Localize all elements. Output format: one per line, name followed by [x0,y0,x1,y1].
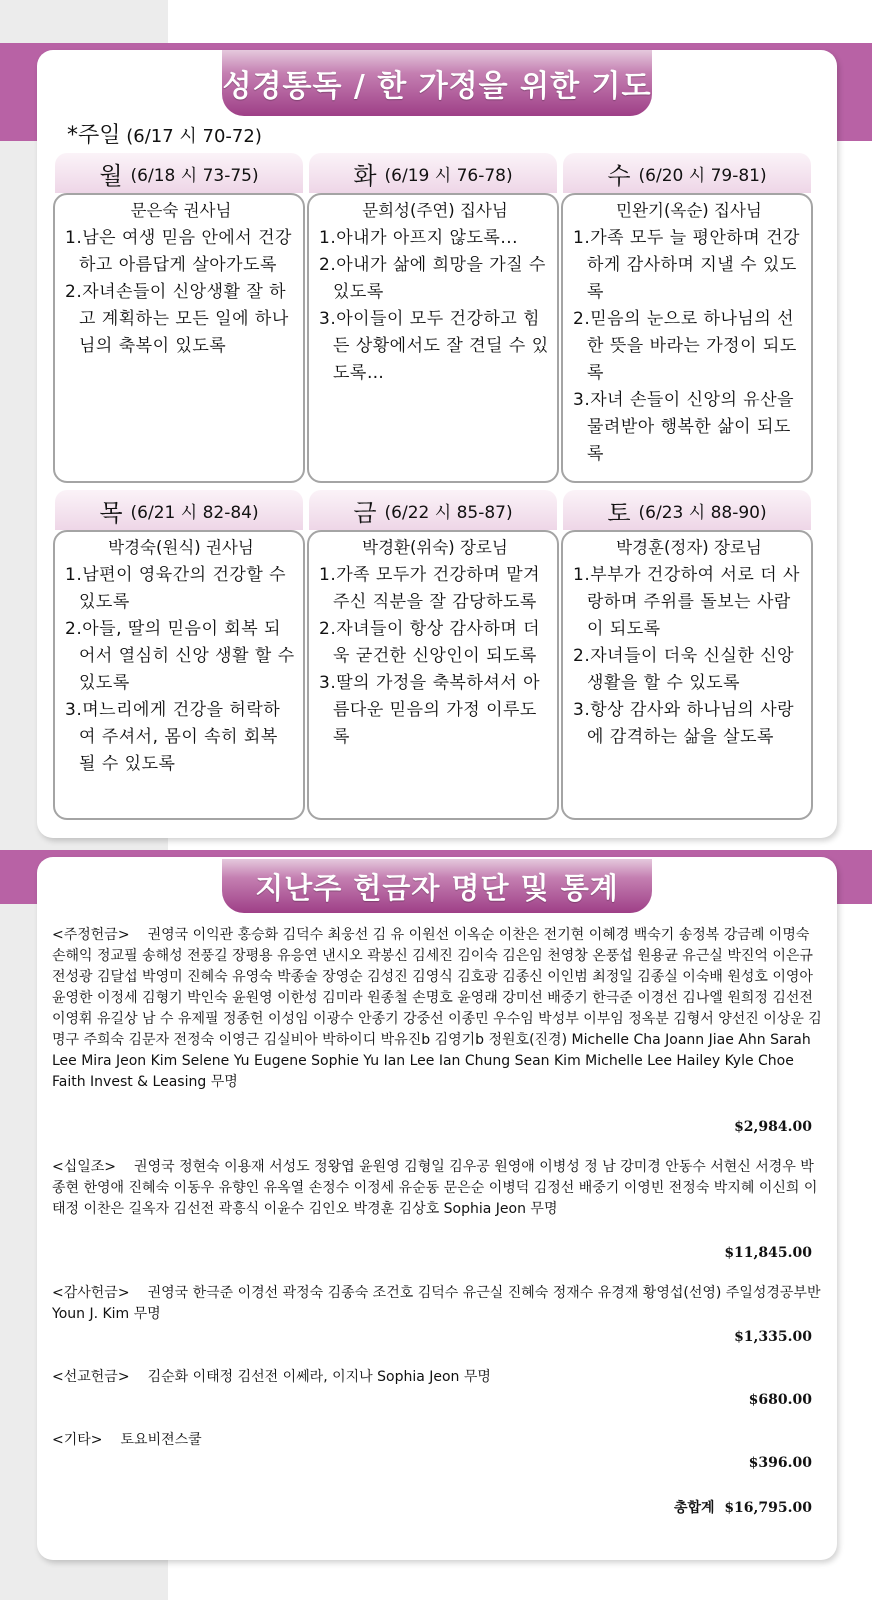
prayer-item: 2.아내가 삶에 희망을 가질 수 있도록 [319,255,546,302]
prayer-item: 3.딸의 가정을 축복하셔서 아름다운 믿음의 가정 이루도록 [319,673,541,747]
offering-label: <감사헌금> [52,1285,130,1301]
offering-amount: $11,845.00 [724,1245,812,1261]
prayer-item: 2.자녀들이 더욱 신실한 신앙생활을 할 수 있도록 [573,646,795,693]
prayer-panel [37,50,837,838]
sunday-reading [67,118,262,149]
total-amount: $16,795.00 [724,1500,812,1516]
day-ref: (6/22 시 85-87) [384,502,513,523]
offering-group-thanks [52,1283,822,1325]
offering-group-mission [52,1367,822,1388]
offering-label: <십일조> [52,1159,117,1175]
offering-amount: $2,984.00 [734,1119,812,1135]
prayer-items [319,225,551,387]
prayer-item: 2.자녀손들이 신앙생활 잘 하고 계획하는 모든 일에 하나님의 축복이 있도록 [65,282,289,356]
offering-amount: $396.00 [748,1455,812,1471]
offering-label: <주정헌금> [52,927,130,943]
prayer-box-mon [53,193,305,483]
sunday-label: *주일 [67,123,121,148]
day-name: 화 [353,161,377,190]
prayer-item: 3.자녀 손들이 신앙의 유산을 물려받아 행복한 삶이 되도록 [573,390,795,464]
day-ref: (6/23 시 88-90) [638,502,767,523]
offering-label: <선교헌금> [52,1369,130,1385]
offering-title: 지난주 헌금자 명단 및 통계 [222,859,652,913]
offering-names: 권영국 한극준 이경선 곽정숙 김종숙 조건호 김덕수 유근실 진혜숙 정재수 유경재 황영섭(선영) 주일성경공부반 Youn J. Kim 무명 [52,1285,821,1322]
prayer-item: 1.아내가 아프지 않도록... [319,228,519,248]
prayer-items [573,562,805,751]
day-head-thu [55,490,303,530]
prayer-person: 박경환(위숙) 장로님 [362,538,508,557]
prayer-person: 문은숙 권사님 [130,201,232,220]
offering-label: <기타> [52,1432,103,1448]
day-head-fri [309,490,557,530]
day-ref: (6/20 시 79-81) [638,165,767,186]
prayer-person: 박경숙(원식) 권사님 [108,538,254,557]
day-head-sat [563,490,811,530]
prayer-item: 3.아이들이 모두 건강하고 힘든 상황에서도 잘 견딜 수 있도록… [319,309,549,383]
prayer-title: 성경통독 / 한 가정을 위한 기도 [222,50,652,116]
offering-group-other [52,1430,822,1451]
prayer-person: 박경훈(정자) 장로님 [616,538,762,557]
total-label: 총합계 [673,1500,715,1516]
day-name: 금 [353,498,377,527]
day-ref: (6/18 시 73-75) [130,165,259,186]
prayer-items [573,225,805,468]
prayer-item: 2.믿음의 눈으로 하나님의 선한 뜻을 바라는 가정이 되도록 [573,309,797,383]
day-ref: (6/21 시 82-84) [130,502,259,523]
prayer-box-thu [53,530,305,820]
offering-names: 토요비젼스쿨 [120,1432,202,1448]
offering-names: 권영국 이익관 홍승화 김덕수 최웅선 김 유 이원선 이옥순 이찬은 전기현 이혜경 백숙기 송정복 강금례 이명숙 손해익 정교필 송해성 전풍길 장평용 유응연 낸시오 곽봉신 김세진 김이숙 김은임 천영창 온풍섭 원용균 유근실 박진억 이은규 전성광 김달섭 박영미 진혜숙 유영숙 박종술 장영순 김성진 김영식 김호광 김종신 이인범 최정일 김종실 이숙배 원성호 이영아 윤영한 이정세 김형기 박인숙 윤원영 이한성 김미라 원종철 손명호 윤영래 강미선 배중기 한극준 이경선 김나엘 원희정 김선전 이영휘 유길상 남 수 유제필 정종헌 이성임 이광수 안종기 강중선 이종민 우수임 박성부 이부임 정옥분 김형서 양선진 이상운 김명구 주희숙 김문자 전정숙 이영근 김실비아 박하이디 박유진b 김영기b 정원호(진경) Michelle Cha Joann Jiae Ahn Sarah Lee Mira Jeon Kim Selene Yu Eugene Sophie Yu Ian Lee Ian Chung Sean Kim Michelle Lee Hailey Kyle Choe Faith Invest & Leasing 무명 [52,927,822,1090]
prayer-items [319,562,551,751]
day-head-tue [309,153,557,193]
prayer-items [65,562,297,778]
prayer-item: 1.남은 여생 믿음 안에서 건강하고 아름답게 살아가도록 [65,228,292,275]
day-name: 월 [99,161,123,190]
prayer-box-tue [307,193,559,483]
day-head-mon [55,153,303,193]
prayer-item: 2.아들, 딸의 믿음이 회복 되어서 열심히 신앙 생활 할 수 있도록 [65,619,295,693]
prayer-person: 문희성(주연) 집사님 [362,201,508,220]
offering-group-sunday [52,925,822,1093]
day-head-wed [563,153,811,193]
prayer-item: 3.며느리에게 건강을 허락하여 주셔서, 몸이 속히 회복 될 수 있도록 [65,700,281,774]
prayer-item: 1.남편이 영육간의 건강할 수 있도록 [65,565,287,612]
prayer-box-fri [307,530,559,820]
prayer-item: 2.자녀들이 항상 감사하며 더욱 굳건한 신앙인이 되도록 [319,619,541,666]
prayer-item: 1.가족 모두가 건강하며 맡겨주신 직분을 잘 감당하도록 [319,565,541,612]
offering-names: 김순화 이태정 김선전 이쎄라, 이지나 Sophia Jeon 무명 [147,1369,491,1385]
prayer-item: 1.부부가 건강하여 서로 더 사랑하며 주위를 돌보는 사람이 되도록 [573,565,800,639]
day-name: 토 [607,498,631,527]
prayer-box-sat [561,530,813,820]
day-name: 수 [607,161,631,190]
prayer-item: 3.항상 감사와 하나님의 사랑에 감격하는 삶을 살도록 [573,700,795,747]
offering-names: 권영국 정현숙 이용재 서성도 정왕엽 윤원영 김형일 김우공 원영애 이병성 정 남 강미경 안동수 서현신 서경우 박종현 한영애 진혜숙 이동우 유향인 유옥열 손정수 이정세 유순동 문은순 이병덕 김정선 배중기 이영빈 전정숙 박지혜 이신희 이태정 이찬은 길옥자 김선전 곽흥식 이윤수 김인오 박경훈 김상호 Sophia Jeon 무명 [52,1159,818,1217]
prayer-items [65,225,297,360]
offering-amount: $1,335.00 [734,1329,812,1345]
offering-total [674,1497,812,1517]
offering-amount: $680.00 [748,1392,812,1408]
sunday-ref: (6/17 시 70-72) [120,126,262,147]
prayer-item: 1.가족 모두 늘 평안하며 건강하게 감사하며 지낼 수 있도록 [573,228,800,302]
offering-panel [37,857,837,1560]
day-ref: (6/19 시 76-78) [384,165,513,186]
prayer-person: 민완기(옥순) 집사님 [616,201,762,220]
offering-group-tithe [52,1157,822,1220]
day-name: 목 [99,498,123,527]
prayer-box-wed [561,193,813,483]
